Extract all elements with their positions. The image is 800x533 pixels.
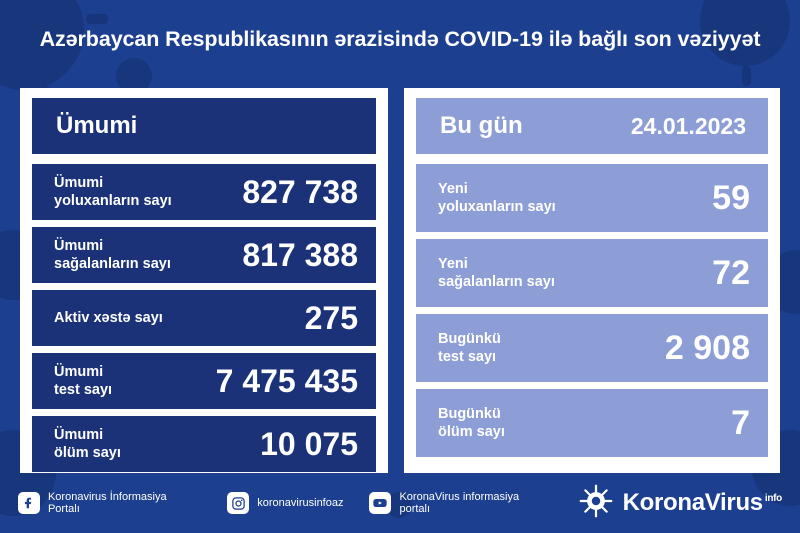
overall-rows <box>32 164 376 472</box>
stat-label: Yeni sağalanların sayı <box>438 255 555 290</box>
stat-row-today-tests <box>416 314 768 382</box>
overall-title-text: Ümumi <box>56 112 138 139</box>
stat-row-total-deaths <box>32 416 376 472</box>
header-bar <box>0 0 800 78</box>
overall-stats-panel <box>20 88 388 473</box>
overall-panel-title <box>32 98 376 154</box>
brand-name: KoronaVirus $^{info}$ <box>622 489 782 516</box>
stat-value: 10 075 <box>260 425 358 462</box>
facebook-icon <box>18 492 40 514</box>
stat-value: 72 <box>712 253 750 292</box>
youtube-icon <box>369 492 391 514</box>
stat-label: Yeni yoluxanların sayı <box>438 180 556 215</box>
stat-label: Ümumi ölüm sayı <box>54 426 121 461</box>
virus-logo-icon <box>579 484 613 523</box>
page-title: Azərbaycan Respublikasının ərazisində COVID-19 ilə bağlı son vəziyyət <box>39 26 761 51</box>
stat-value: 817 388 <box>242 236 358 273</box>
today-rows <box>416 164 768 457</box>
stat-row-total-recovered <box>32 227 376 283</box>
stat-row-total-cases <box>32 164 376 220</box>
stat-label: Bugünkü test sayı <box>438 330 501 365</box>
stat-label: Ümumi yoluxanların sayı <box>54 174 172 209</box>
stat-value: 7 475 435 <box>215 362 358 399</box>
stat-value: 2 908 <box>664 328 750 367</box>
stat-row-new-recovered <box>416 239 768 307</box>
social-label: koronavirusinfoaz <box>257 497 344 509</box>
social-instagram[interactable] <box>227 492 343 514</box>
stat-value: 7 <box>731 403 750 442</box>
instagram-icon <box>227 492 249 514</box>
stat-row-active-cases <box>32 290 376 346</box>
stat-label: Ümumi test sayı <box>54 363 113 398</box>
stat-value: 827 738 <box>242 173 358 210</box>
today-title-text: Bu gün <box>440 112 523 139</box>
social-label: KoronaVirus informasiya portalı <box>399 491 520 515</box>
brand-suffix: info <box>764 493 782 504</box>
social-youtube[interactable] <box>369 491 552 515</box>
stat-value: 275 <box>304 299 358 336</box>
stat-label: Ümumi sağalanların sayı <box>54 237 171 272</box>
today-stats-panel <box>404 88 780 473</box>
social-facebook[interactable] <box>18 491 201 515</box>
stat-row-new-cases <box>416 164 768 232</box>
today-panel-title <box>416 98 768 154</box>
stat-row-total-tests <box>32 353 376 409</box>
stat-label: Aktiv xəstə sayı <box>54 309 163 326</box>
stat-row-today-deaths <box>416 389 768 457</box>
brand-logo[interactable] <box>579 484 782 523</box>
footer-bar <box>0 473 800 533</box>
stat-value: 59 <box>712 178 750 217</box>
stat-label: Bugünkü ölüm sayı <box>438 405 505 440</box>
report-date: 24.01.2023 <box>630 112 746 139</box>
social-label: Koronavirus İnformasiya Portalı <box>47 491 167 515</box>
